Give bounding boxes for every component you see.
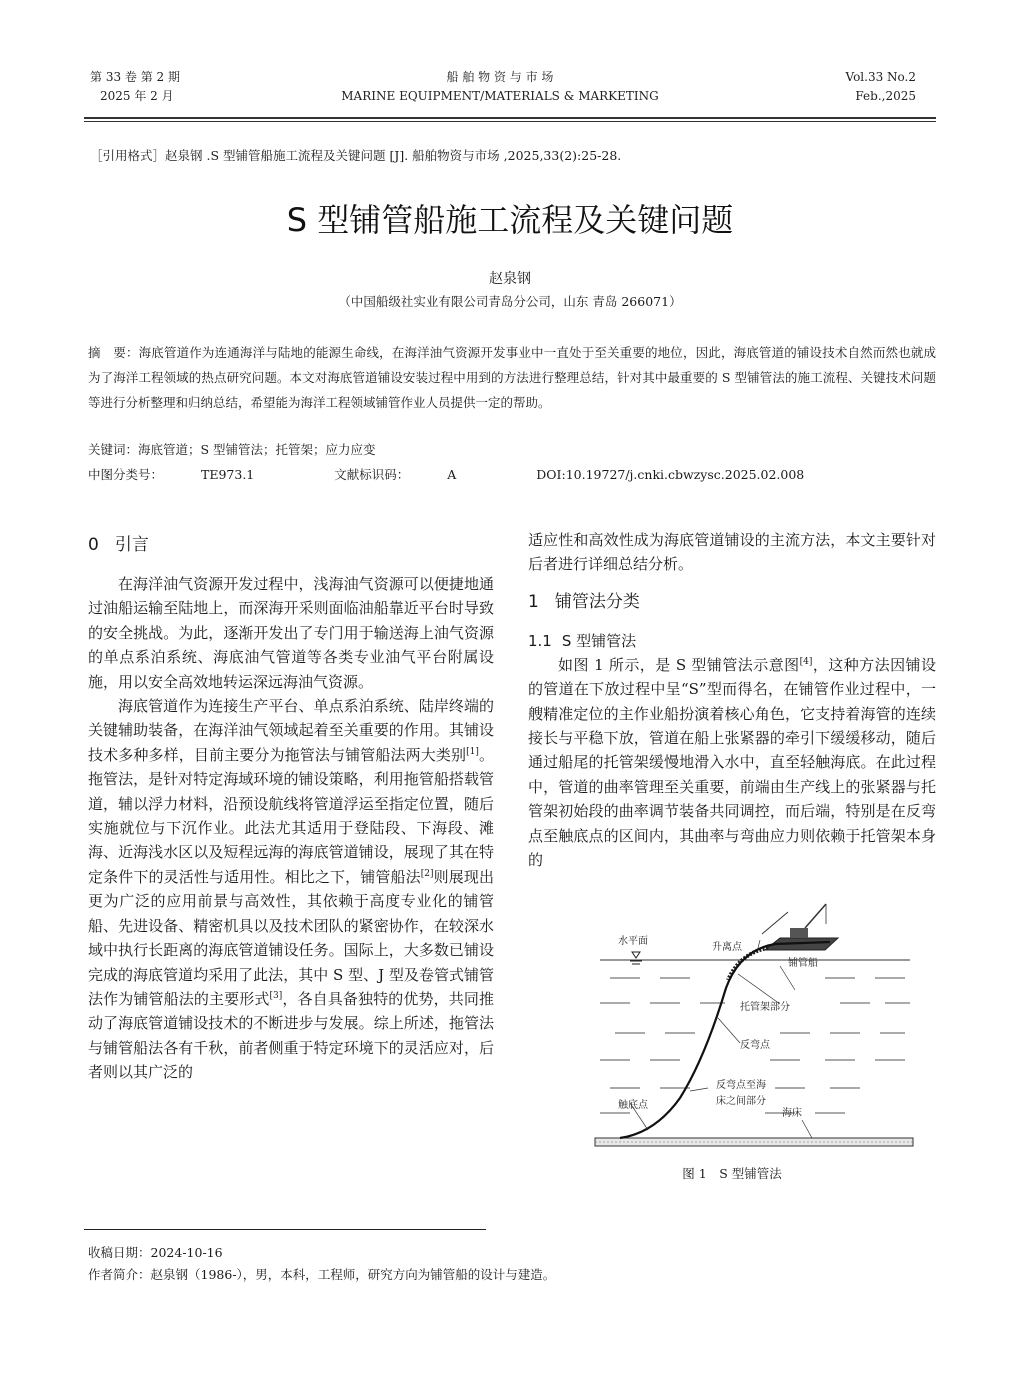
doc-code-label: 文献标识码：: [334, 467, 410, 482]
intro-paragraph-2: [88, 694, 494, 1085]
header-rule-thin: [84, 121, 936, 122]
section-0-heading: [88, 532, 494, 558]
journal-volume-en: [760, 68, 916, 106]
keywords-label: 关键词：: [88, 442, 139, 457]
citation-label: ［引用格式］: [90, 148, 166, 163]
s-lay-paragraph-1: [528, 653, 936, 873]
bio-label: 作者简介：: [88, 1267, 151, 1282]
clc-label: 中图分类号：: [88, 467, 164, 482]
abstract: [88, 340, 936, 415]
s-lay-p1-part-b: ，这种方法因铺设的管道在下放过程中呈“S”型而得名，在铺管作业过程中，一艘精准定位的主作业船扮演着核心角色，它支持着海管的连续接长与平稳下放，管道在船上张紧器的牵引下缓缓移动，随后通过船尾的托管架缓慢地滑入水中，直至轻触海底。在此过程中，管道的曲率管理至关重要，前端由生产线上的张紧器与托管架初始段的曲率调节装备共同调控，而后端，特别是在反弯点至触底点的区间内，其曲率与弯曲应力则依赖于托管架本身的: [528, 655, 936, 870]
label-liftoff-point: 升离点: [712, 942, 742, 953]
label-sagbend-1: 反弯点至海: [716, 1080, 766, 1091]
author-affiliation: （中国船级社实业有限公司青岛分公司，山东 青岛 266071）: [338, 294, 682, 309]
intro-p2-part-b: 。拖管法，是针对特定海域环境的铺设策略，利用拖管船搭载管道，辅以浮力材料，沿预设航线将管道浮运至指定位置，随后实施就位与下沉作业。此法尤其适用于登陆段、下海段、滩海、近海浅水区以及短程远海的海底管道铺设，展现了其在特定条件下的灵活性与适用性。相比之下，铺管船法: [88, 745, 494, 886]
keywords: [88, 440, 376, 458]
water-level-symbol: [632, 952, 640, 958]
section-1-title: 铺管法分类: [554, 591, 640, 612]
body-column-left: [88, 528, 494, 1085]
citation-text: 赵泉钢 .S 型铺管船施工流程及关键问题 [J]. 船舶物资与市场 ,2025,33(2):25-28.: [165, 148, 622, 163]
date-en: Feb.,2025: [855, 89, 916, 103]
journal-volume-issue: [90, 68, 290, 106]
label-touchdown-point: 触底点: [618, 1100, 648, 1111]
journal-name-en: MARINE EQUIPMENT/MATERIALS & MARKETING: [341, 89, 659, 103]
s-lay-diagram-svg: [590, 898, 920, 1158]
vessel-superstructure: [790, 928, 808, 938]
author-name: 赵泉钢: [489, 271, 531, 287]
reference-4[interactable]: [4]: [799, 656, 813, 667]
label-stinger: 托管架部分: [740, 1002, 790, 1013]
reference-2[interactable]: [2]: [420, 868, 434, 879]
footnote-rule: [84, 1229, 486, 1230]
volume-en: Vol.33 No.2: [845, 70, 916, 84]
clc-value: TE973.1: [201, 467, 255, 482]
classification-line: [88, 465, 842, 483]
section-1-heading: [528, 589, 936, 615]
journal-name-cn: 船 舶 物 资 与 市 场: [446, 70, 554, 84]
intro-p2-part-a: 海底管道作为连接生产平台、单点系泊系统、陆岸终端的关键辅助装备，在海洋油气领域起着至关重要的作用。其铺设技术多种多样，目前主要分为拖管法与铺管船法两大类别: [88, 697, 494, 764]
reference-1[interactable]: [1]: [466, 746, 479, 757]
bio-text: 赵泉钢（1986-），男，本科，工程师，研究方向为铺管船的设计与建造。: [150, 1267, 556, 1282]
section-0-number: 0: [88, 535, 99, 555]
vessel-crane: [805, 904, 826, 928]
citation-format: [90, 146, 621, 164]
label-seabed: 海床: [782, 1108, 802, 1119]
journal-name: [300, 68, 700, 106]
label-sagbend-2: 床之间部分: [716, 1096, 766, 1107]
seabed-band: [595, 1138, 913, 1146]
subsection-1-1-number: 1.1: [528, 631, 552, 650]
abstract-text: 海底管道作为连通海洋与陆地的能源生命线，在海洋油气资源开发事业中一直处于至关重要的地位，因此，海底管道的铺设技术自然而然也就成为了海洋工程领域的热点研究问题。本文对海底管道铺设安装过程中用到的方法进行整理总结，针对其中最重要的 S 型铺管法的施工流程、关键技术问题等进行分析整理和归纳总结，希望能为海洋工程领域铺管作业人员提供一定的帮助。: [88, 345, 936, 410]
body-column-right: [528, 528, 936, 872]
s-lay-p1-part-a: 如图 1 所示，是 S 型铺管法示意图: [558, 655, 800, 674]
intro-p2-part-d: ，各自具备独特的优势，共同推动了海底管道铺设技术的不断进步与发展。综上所述，拖管法与铺管船法各有千秋，前者侧重于特定环境下的灵活应对，后者则以其广泛的: [88, 989, 494, 1082]
doi: DOI:10.19727/j.cnki.cbwzysc.2025.02.008: [536, 467, 805, 482]
reference-3[interactable]: [3]: [269, 990, 283, 1001]
intro-p2-part-c: 则展现出更为广泛的应用前景与高效性，其依赖于高度专业化的铺管船、先进设备、精密机具以及技术团队的紧密协作，在较深水域中执行长距离的海底管道铺设任务。国际上，大多数已铺设完成的海底管道均采用了此法，其中 S 型、J 型及卷管式铺管法作为铺管船法的主要形式: [88, 867, 494, 1008]
label-water-surface: 水平面: [618, 936, 648, 947]
section-1-number: 1: [528, 591, 539, 612]
received-label: 收稿日期：: [88, 1245, 151, 1260]
received-value: 2024-10-16: [150, 1245, 223, 1260]
label-inflection-point: 反弯点: [740, 1040, 770, 1051]
doc-code-value: A: [447, 467, 457, 482]
subsection-1-1-heading: [528, 629, 936, 653]
abstract-label: 摘 要：: [88, 345, 139, 360]
label-lay-vessel: 铺管船: [788, 958, 818, 969]
volume-issue: 第 33 卷 第 2 期: [90, 70, 180, 84]
issue-date: 2025 年 2 月: [100, 89, 174, 103]
intro-paragraph-1: 在海洋油气资源开发过程中，浅海油气资源可以便捷地通过油船运输至陆地上，而深海开采则面临油船靠近平台时导致的安全挑战。为此，逐渐开发出了专门用于输送海上油气资源的单点系泊系统、海底油气管道等各类专业油气平台附属设施，用以安全高效地转运深远海油气资源。: [88, 575, 494, 691]
intro-paragraph-2-continued: 适应性和高效性成为海底管道铺设的主流方法，本文主要针对后者进行详细总结分析。: [528, 531, 936, 574]
paper-title: S 型铺管船施工流程及关键问题: [286, 201, 734, 239]
subsection-1-1-title: S 型铺管法: [561, 631, 637, 650]
author-bio: [88, 1265, 555, 1283]
vessel-mast: [762, 912, 788, 934]
figure-1-s-lay-diagram: [590, 898, 920, 1158]
keywords-text: 海底管道；S 型铺管法；托管架；应力应变: [138, 442, 376, 457]
figure-1-caption: 图 1 S 型铺管法: [682, 1166, 782, 1181]
received-date: [88, 1243, 223, 1261]
section-0-title: 引言: [114, 535, 149, 555]
header-rule-thick: [84, 117, 936, 119]
